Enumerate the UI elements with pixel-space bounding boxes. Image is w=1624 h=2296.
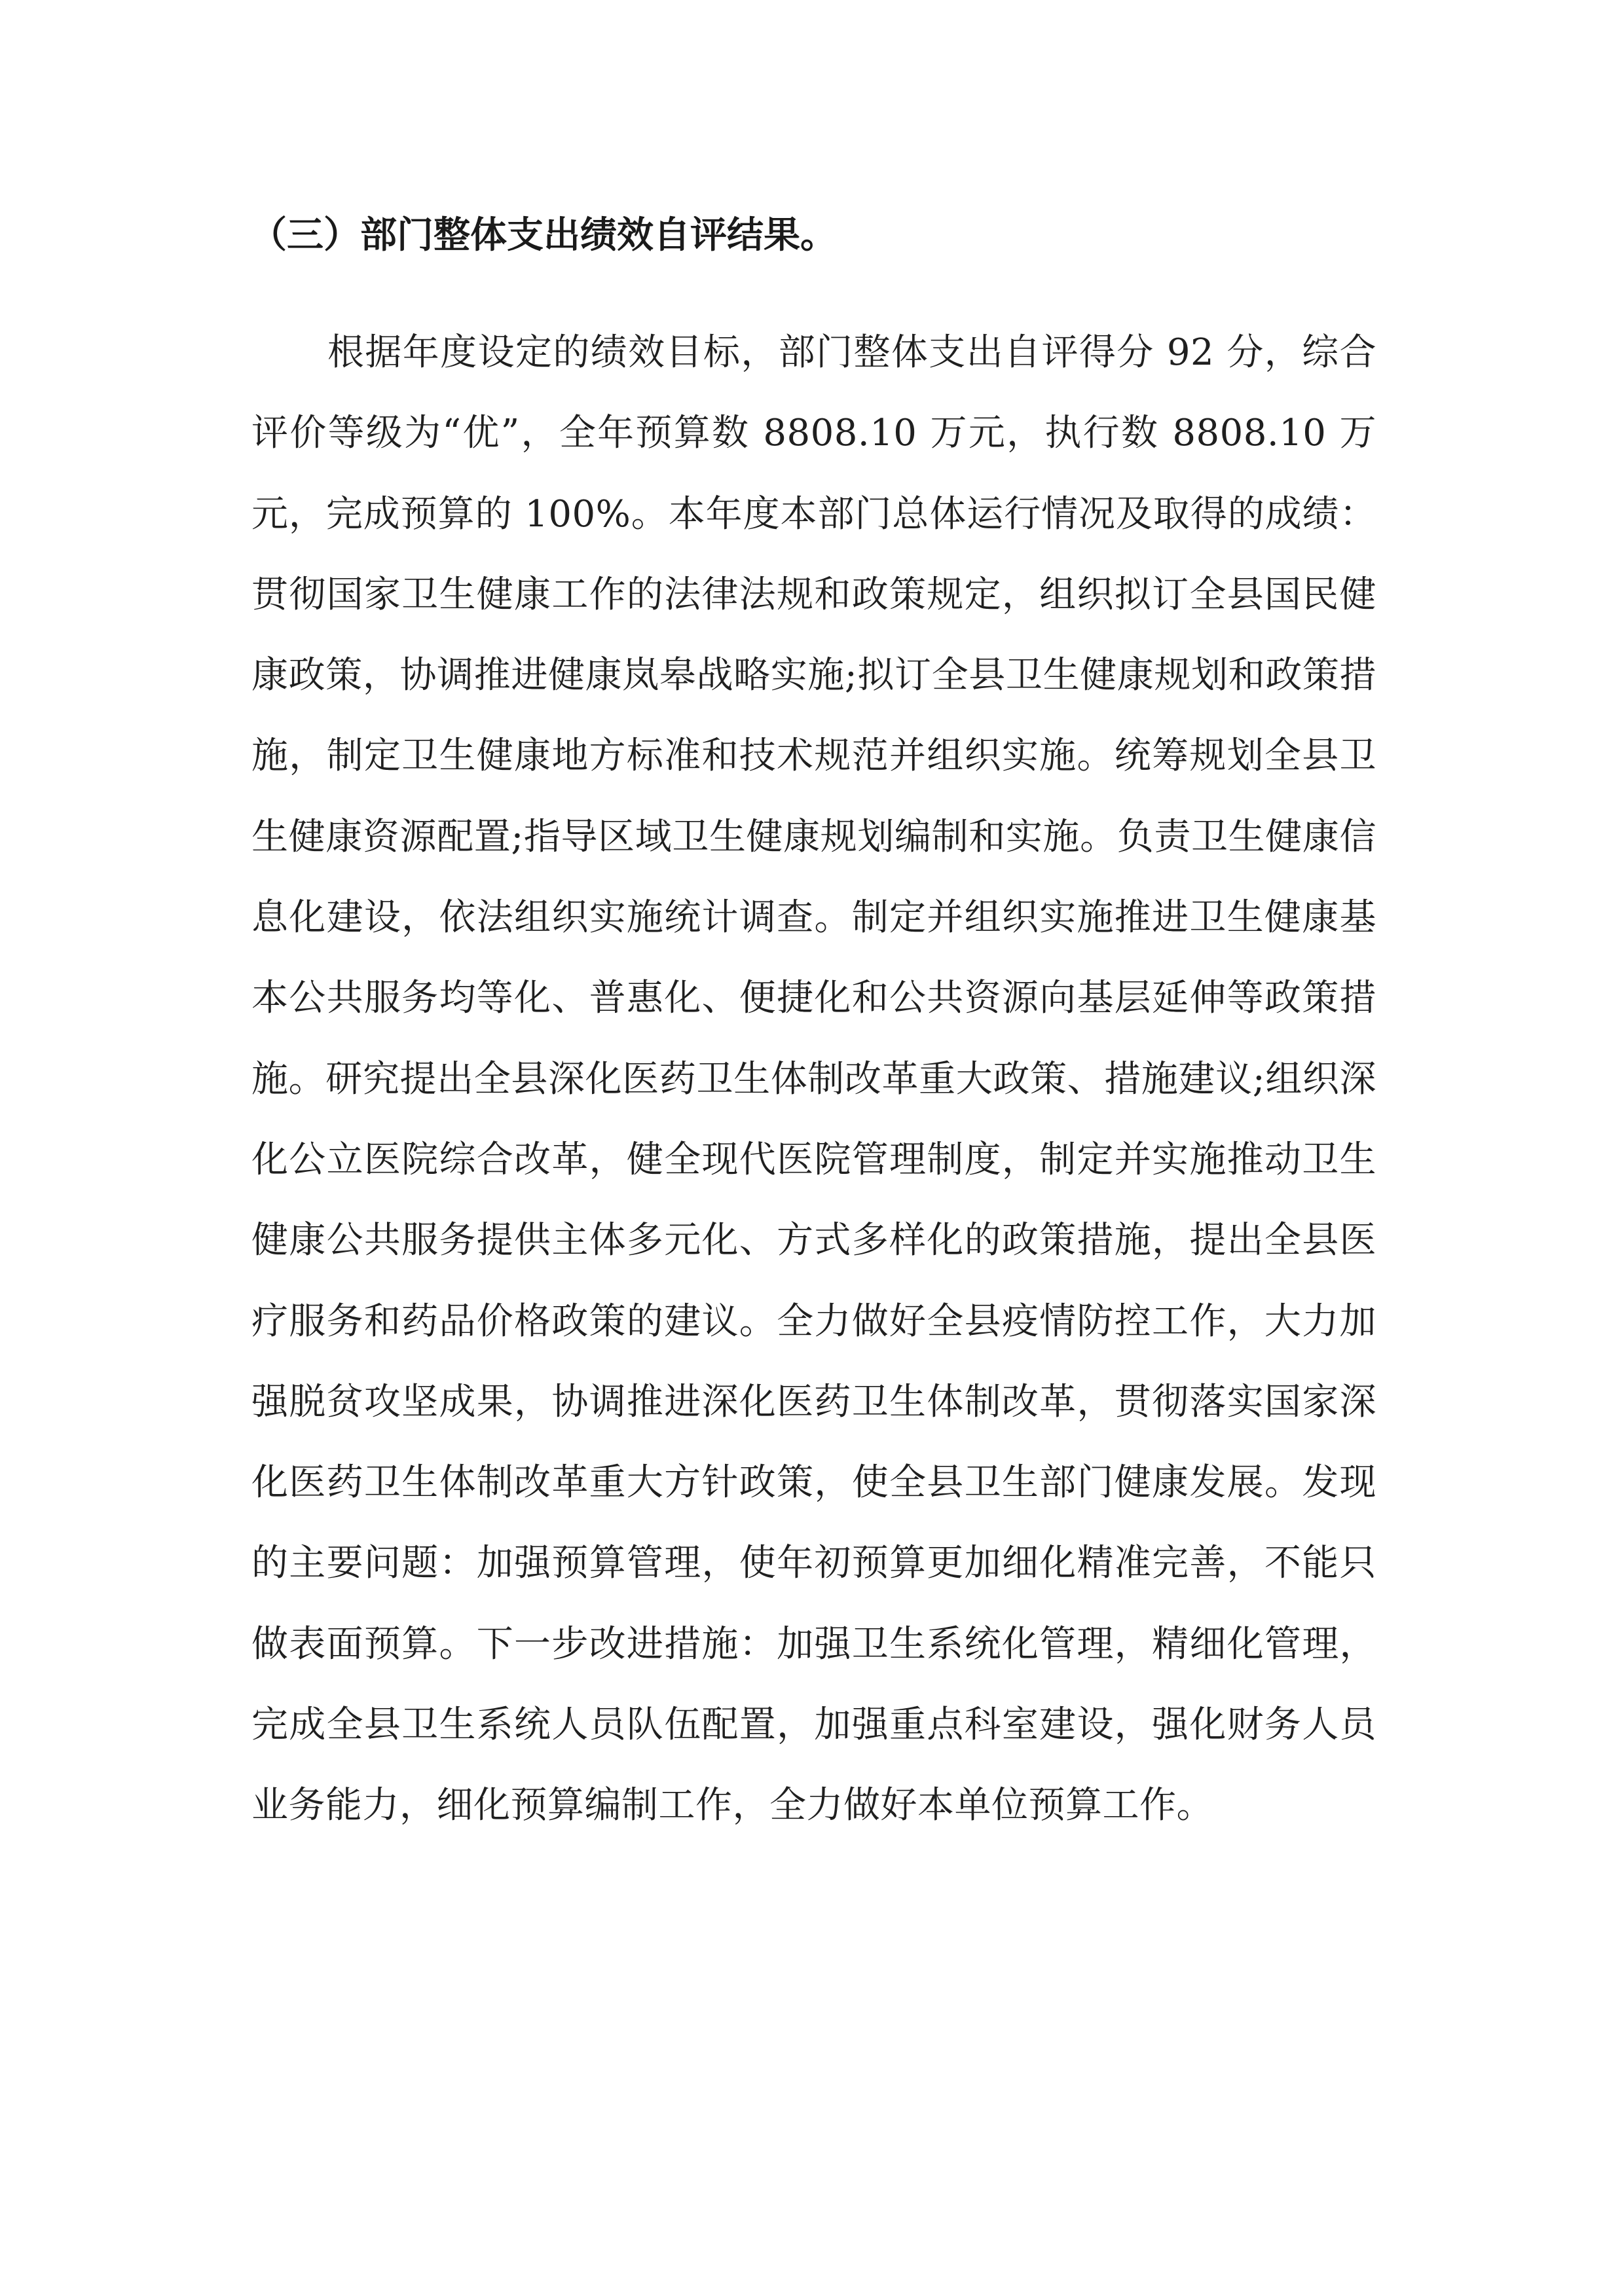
section-heading: （三）部门整体支出绩效自评结果。 [250,214,837,257]
section-paragraph: 根据年度设定的绩效目标，部门整体支出自评得分 92 分，综合评价等级为“优”，全年预算数 8808.10 万元，执行数 8808.10 万元，完成预算的 100%。本年度本部门总体运行情况及取得的成绩：贯彻国家卫生健康工作的法律法规和政策规定，组织拟订全县国民健康政策，协调推进健康岚皋战略实施;拟订全县卫生健康规划和政策措施，制定卫生健康地方标准和技术规范并组织实施。统筹规划全县卫生健康资源配置;指导区域卫生健康规划编制和实施。负责卫生健康信息化建设，依法组织实施统计调查。制定并组织实施推进卫生健康基本公共服务均等化、普惠化、便捷化和公共资源向基层延伸等政策措施。研究提出全县深化医药卫生体制改革重大政策、措施建议;组织深化公立医院综合改革，健全现代医院管理制度，制定并实施推动卫生健康公共服务提供主体多元化、方式多样化的政策措施，提出全县医疗服务和药品价格政策的建议。全力做好全县疫情防控工作，大力加强脱贫攻坚成果，协调推进深化医药卫生体制改革，贯彻落实国家深化医药卫生体制改革重大方针政策，使全县卫生部门健康发展。发现的主要问题：加强预算管理，使年初预算更加细化精准完善，不能只做表面预算。下一步改进措施：加强卫生系统化管理，精细化管理，完成全县卫生系统人员队伍配置，加强重点科室建设，强化财务人员业务能力，细化预算编制工作，全力做好本单位预算工作。 [251,331,1376,1827]
